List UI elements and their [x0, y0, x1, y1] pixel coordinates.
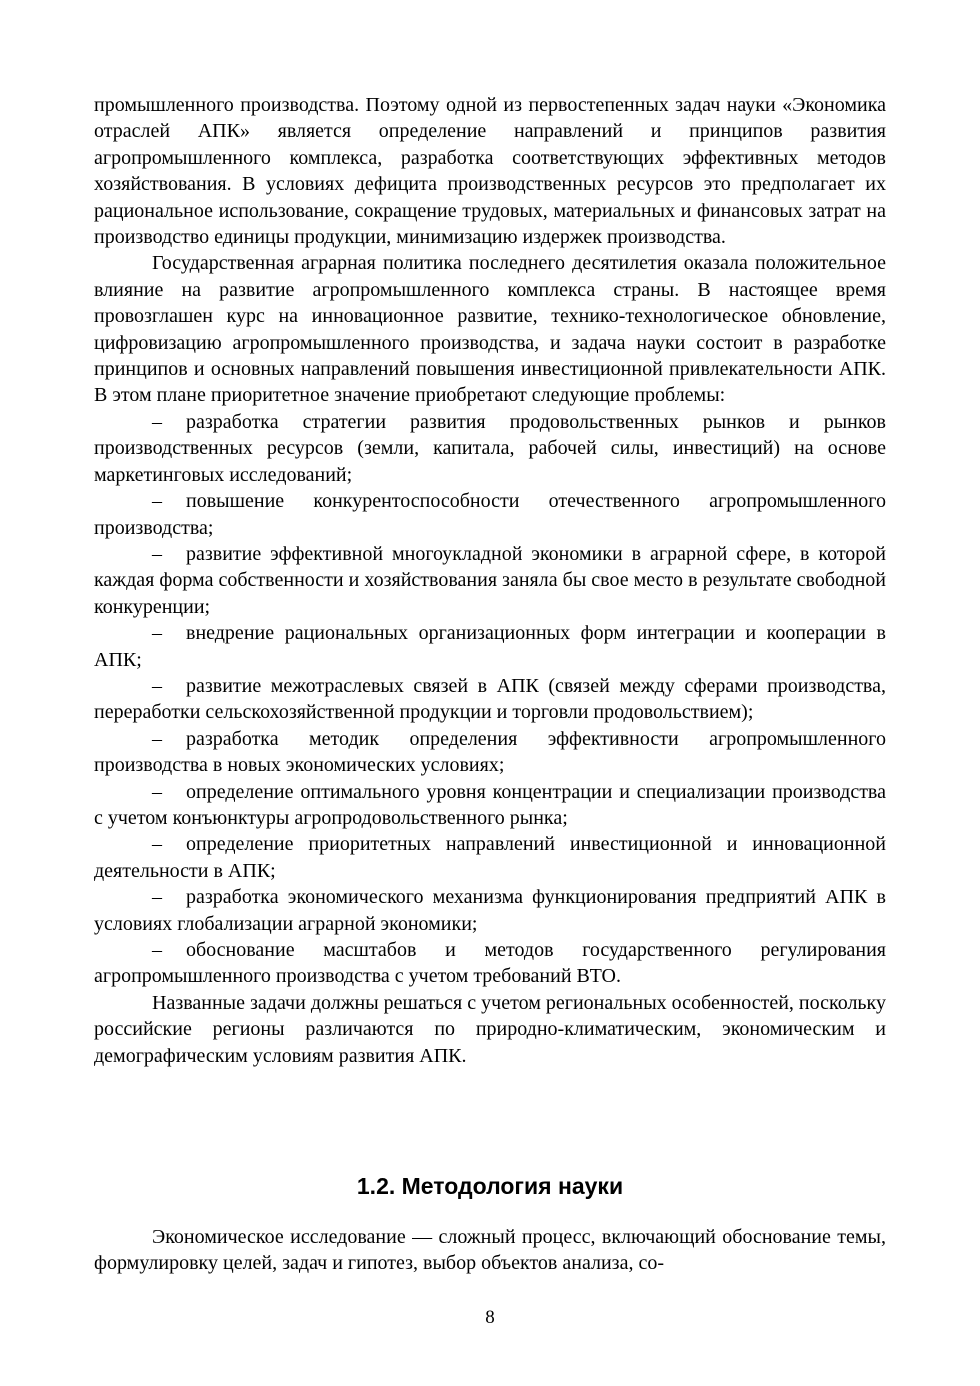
list-item: – повышение конкурентоспособности отечественного агропромышленного производства;: [94, 490, 886, 539]
list-dash: –: [152, 622, 162, 645]
list-item: – разработка стратегии развития продовольственных рынков и рынков производственных ресурсов (земли, капитала, рабочей силы, инвестиций) на основе маркетинговых исследований;: [94, 410, 886, 486]
list-dash: –: [152, 939, 162, 961]
list-item: – развитие межотраслевых связей в АПК (связей между сферами производства, переработки сельскохозяйственной продукции и торговли продовольствием);: [94, 674, 886, 724]
list-item: – определение оптимального уровня концентрации и специализации производства с учетом конъюнктуры агропродовольственного рынка;: [94, 780, 886, 829]
list-dash: –: [152, 727, 162, 750]
body-text: [94, 92, 886, 1069]
section-heading: 1.2. Методология науки: [356, 1173, 624, 1199]
paragraph-agrarian-policy: Государственная аграрная политика последнего десятилетия оказала положительное влияние на развитие агропромышленного комплекса страны. В настоящее время провозглашен курс на инновационное развитие, технико-технологическое обновление, цифровизацию агропромышленного производства, и задача науки состоит в разработке принципов и основных направлений повышения инвестиционной привлекательности АПК. В этом плане приоритетное значение приобретают следующие проблемы:: [94, 252, 886, 407]
list-dash: –: [152, 542, 162, 565]
list-dash: –: [152, 886, 162, 909]
list-item: – обоснование масштабов и методов государственного регулирования агропромышленного производства с учетом требований ВТО.: [94, 939, 886, 988]
list-dash: –: [152, 780, 162, 803]
list-item: – разработка методик определения эффективности агропромышленного производства в новых экономических условиях;: [94, 727, 886, 777]
list-item: – развитие эффективной многоукладной экономики в аграрной сфере, в которой каждая форма собственности и хозяйствования заняла бы свое место в результате свободной конкуренции;: [94, 542, 886, 618]
list-item: – внедрение рациональных организационных форм интеграции и кооперации в АПК;: [94, 622, 886, 671]
list-dash: –: [152, 490, 162, 513]
paragraph-continuation: промышленного производства. Поэтому одной из первостепенных задач науки «Экономика отраслей АПК» является определение направлений и принципов развития агропромышленного комплекса, разработка соответствующих эффективных методов хозяйствования. В условиях дефицита производственных ресурсов это предполагает их рациональное использование, сокращение трудовых, материальных и финансовых затрат на производство единицы продукции, минимизацию издержек производства.: [94, 94, 886, 249]
list-dash: –: [152, 833, 162, 856]
paragraph-closing: Названные задачи должны решаться с учетом региональных особенностей, поскольку российские регионы различаются по природно-климатическим, экономическим и демографическим условиям развития АПК.: [94, 991, 886, 1067]
page-number: 8: [485, 1307, 495, 1328]
list-dash: –: [152, 674, 162, 697]
list-item: – разработка экономического механизма функционирования предприятий АПК в условиях глобализации аграрной экономики;: [94, 886, 886, 935]
list-item: – определение приоритетных направлений инвестиционной и инновационной деятельности в АПК;: [94, 833, 886, 882]
paragraph-section-intro: Экономическое исследование — сложный процесс, включающий обоснование темы, формулировку целей, задач и гипотез, выбор объектов анализа, со-: [94, 1226, 886, 1275]
list-dash: –: [152, 410, 162, 433]
section-body: [94, 1224, 886, 1277]
